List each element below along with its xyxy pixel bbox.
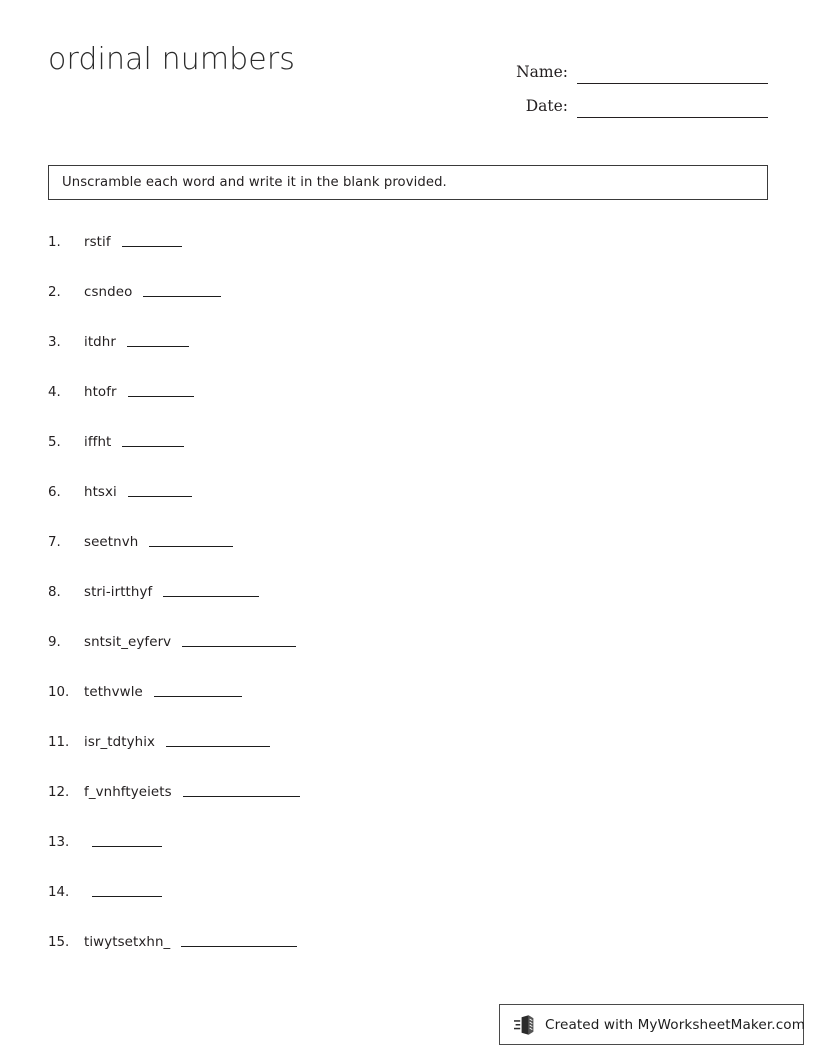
scrambled-word: htofr bbox=[84, 385, 117, 400]
scrambled-word: seetnvh bbox=[84, 535, 139, 550]
name-input-line[interactable] bbox=[577, 64, 768, 84]
date-field-row bbox=[516, 84, 768, 118]
scrambled-word: tethvwle bbox=[84, 685, 143, 700]
answer-blank-line[interactable] bbox=[163, 583, 259, 597]
footer-text: Created with MyWorksheetMaker.com bbox=[545, 1016, 806, 1033]
problem-row bbox=[48, 732, 768, 782]
problem-row bbox=[48, 232, 768, 282]
answer-blank-line[interactable] bbox=[143, 283, 221, 297]
problem-row bbox=[48, 532, 768, 582]
name-date-block bbox=[516, 50, 768, 118]
scrambled-word: itdhr bbox=[84, 335, 116, 350]
problem-number: 13. bbox=[48, 835, 70, 850]
scrambled-word: isr_tdtyhix bbox=[84, 735, 156, 750]
scrambled-word: f_vnhftyeiets bbox=[84, 785, 172, 800]
problem-number: 3. bbox=[48, 335, 61, 350]
answer-blank-line[interactable] bbox=[128, 383, 194, 397]
answer-blank-line[interactable] bbox=[122, 233, 182, 247]
problem-list bbox=[48, 232, 768, 982]
scrambled-word: iffht bbox=[84, 435, 112, 450]
answer-blank-line[interactable] bbox=[182, 633, 296, 647]
problem-row bbox=[48, 932, 768, 982]
worksheet-header bbox=[48, 40, 768, 130]
problem-row bbox=[48, 682, 768, 732]
problem-number: 6. bbox=[48, 485, 61, 500]
problem-number: 9. bbox=[48, 635, 61, 650]
problem-row bbox=[48, 632, 768, 682]
answer-blank-line[interactable] bbox=[92, 833, 162, 847]
problem-number: 10. bbox=[48, 685, 70, 700]
problem-row bbox=[48, 332, 768, 382]
scrambled-word: rstif bbox=[84, 235, 111, 250]
problem-number: 14. bbox=[48, 885, 70, 900]
problem-number: 8. bbox=[48, 585, 61, 600]
problem-number: 12. bbox=[48, 785, 70, 800]
answer-blank-line[interactable] bbox=[127, 333, 189, 347]
scrambled-word: sntsit_eyferv bbox=[84, 635, 172, 650]
problem-number: 1. bbox=[48, 235, 61, 250]
answer-blank-line[interactable] bbox=[128, 483, 192, 497]
problem-number: 4. bbox=[48, 385, 61, 400]
problem-row bbox=[48, 482, 768, 532]
problem-row bbox=[48, 382, 768, 432]
instruction-box bbox=[48, 165, 768, 200]
answer-blank-line[interactable] bbox=[166, 733, 270, 747]
problem-number: 11. bbox=[48, 735, 70, 750]
answer-blank-line[interactable] bbox=[181, 933, 297, 947]
worksheet-maker-logo-icon bbox=[513, 1013, 537, 1037]
name-field-row bbox=[516, 50, 768, 84]
date-input-line[interactable] bbox=[577, 98, 768, 118]
scrambled-word: csndeo bbox=[84, 285, 133, 300]
problem-row bbox=[48, 882, 768, 932]
scrambled-word: stri-irtthyf bbox=[84, 585, 153, 600]
footer-badge[interactable] bbox=[499, 1004, 804, 1045]
answer-blank-line[interactable] bbox=[149, 533, 233, 547]
answer-blank-line[interactable] bbox=[183, 783, 300, 797]
name-field-label: Name: bbox=[516, 63, 568, 81]
problem-number: 7. bbox=[48, 535, 61, 550]
scrambled-word: htsxi bbox=[84, 485, 117, 500]
problem-row bbox=[48, 782, 768, 832]
answer-blank-line[interactable] bbox=[154, 683, 242, 697]
problem-row bbox=[48, 832, 768, 882]
answer-blank-line[interactable] bbox=[92, 883, 162, 897]
date-field-label: Date: bbox=[525, 97, 568, 115]
problem-row bbox=[48, 282, 768, 332]
problem-row bbox=[48, 582, 768, 632]
problem-row bbox=[48, 432, 768, 482]
answer-blank-line[interactable] bbox=[122, 433, 184, 447]
problem-number: 15. bbox=[48, 935, 70, 950]
page-title: ordinal numbers bbox=[48, 42, 296, 77]
problem-number: 2. bbox=[48, 285, 61, 300]
scrambled-word: tiwytsetxhn_ bbox=[84, 935, 171, 950]
problem-number: 5. bbox=[48, 435, 61, 450]
instruction-text: Unscramble each word and write it in the blank provided. bbox=[62, 175, 447, 190]
